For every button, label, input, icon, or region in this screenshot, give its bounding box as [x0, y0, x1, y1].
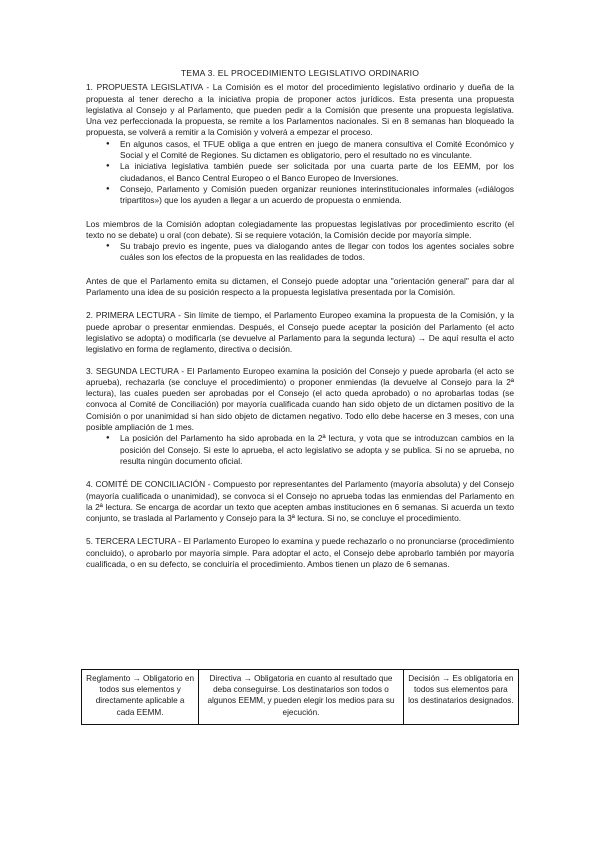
- comision-bullet-list: [86, 241, 514, 264]
- legal-acts-table: [81, 669, 519, 725]
- section-tercera-lectura: 5. TERCERA LECTURA - El Parlamento Europeo lo examina y puede rechazarlo o no pronunciarse (procedimiento concluido), o aprobarlo por mayoría simple. Para adoptar el acto, el Consejo debe aprobarlo también por mayoría cualificada, o en su defecto, se concluiría el procedimiento. Ambos tienen un plazo de 6 semanas.: [86, 536, 514, 569]
- bullet-item: ● La iniciativa legislativa también puede ser solicitada por una cuarta parte de los EEMM, por los ciudadanos, el Banco Central Europeo o el Banco Europeo de Inversiones.: [86, 161, 514, 184]
- section-comite-conciliacion: 4. COMITÉ DE CONCILIACIÓN - Compuesto por representantes del Parlamento (mayoría absoluta) y del Consejo (mayoría cualificada o unanimidad), se convoca si el Consejo no aprueba todas las enmiendas del Parlamento en la 2ª lectura. Se encarga de acordar un texto que acepten ambas instituciones en 6 semanas. Si acuerda un texto conjunto, se traslada al Parlamento y Consejo para la 3ª lectura. Si no, se concluye el procedimiento.: [86, 479, 514, 524]
- section-primera-lectura: 2. PRIMERA LECTURA - Sin límite de tiempo, el Parlamento Europeo examina la propuesta de la Comisión, y la puede aprobar o presentar enmiendas. Después, el Consejo puede aceptar la posición del Parlamento (el acto legislativo se adopta) o modificarla (se devuelve al Parlamento para la segunda lectura) → De aquí resulta el acto legislativo en forma de reglamento, directiva o decisión.: [86, 310, 514, 355]
- paragraph-comision-adopcion: Los miembros de la Comisión adoptan colegiadamente las propuestas legislativas por procedimiento escrito (el texto no se debate) u oral (con debate). Si se requiere votación, la Comisión decide por mayoría simple.: [86, 218, 514, 240]
- table-cell-decision: Decisión → Es obligatoria en todos sus elementos para los destinatarios designados.: [403, 670, 518, 725]
- segunda-lectura-bullet-list: [86, 433, 514, 467]
- paragraph-orientacion-general: Antes de que el Parlamento emita su dictamen, el Consejo puede adoptar una "orientación general" para dar al Parlamento una idea de su posición respecto a la propuesta legislativa presentada por la Comisión.: [86, 275, 514, 298]
- document-title: TEMA 3. EL PROCEDIMIENTO LEGISLATIVO ORDINARIO: [180, 68, 420, 78]
- bullet-item: ● En algunos casos, el TFUE obliga a que entren en juego de manera consultiva el Comité Económico y Social y el Comité de Regiones. Su dictamen es obligatorio, pero el resultado no es vinculante.: [86, 139, 514, 162]
- section-segunda-lectura: 3. SEGUNDA LECTURA - El Parlamento Europeo examina la posición del Consejo y puede aprobarla (el acto se aprueba), rechazarla (se concluye el procedimiento) o proponer enmiendas (la devuelve al Consejo para la 2ª lectura), las cuales pueden ser aprobadas por el Consejo (el acto queda aprobado) o no aprobarlas todas (se convoca al Comité de Conciliación) por mayoría cualificada cuando han sido objeto de un dictamen positivo de la Comisión o por unanimidad si han sido objeto de dictamen negativo. Todo ello debe hacerse en 3 meses, con una posible ampliación de 1 mes.: [86, 365, 514, 433]
- bullet-item: ● Su trabajo previo es ingente, pues va dialogando antes de llegar con todos los agentes sociales sobre cuáles son los efectos de la propuesta en las realidades de todos.: [86, 241, 514, 264]
- propuesta-bullet-list: [86, 139, 514, 207]
- bullet-item: ● La posición del Parlamento ha sido aprobada en la 2ª lectura, y vota que se introduzcan cambios en la posición del Consejo. Si este lo aprueba, el acto legislativo se adopta y se publica. Si no se aprueba, no resulta ningún documento oficial.: [86, 433, 514, 467]
- table-cell-reglamento: Reglamento → Obligatorio en todos sus elementos y directamente aplicable a cada EEMM.: [82, 670, 199, 725]
- table-row: [82, 670, 519, 725]
- table-cell-directiva: Directiva → Obligatoria en cuanto al resultado que deba conseguirse. Los destinatarios son todos o algunos EEMM, y pueden elegir los medios para su ejecución.: [199, 670, 404, 725]
- document-page: [86, 68, 514, 570]
- section-propuesta-legislativa: 1. PROPUESTA LEGISLATIVA - La Comisión es el motor del procedimiento legislativo ordinario y dueña de la propuesta al tener derecho a la iniciativa propia de proponer actos jurídicos. Esta presenta una propuesta legislativa al Consejo y al Parlamento, que pueden pedir a la Comisión que presente una propuesta legislativa. Una vez perfeccionada la propuesta, se remite a los Parlamentos nacionales. Si en 8 semanas han bloqueado la propuesta, se volverá a remitir a la Comisión y volverá a empezar el proceso.: [86, 82, 514, 138]
- bullet-item: ● Consejo, Parlamento y Comisión pueden organizar reuniones interinstitucionales informales («diálogos tripartitos») que los ayuden a llegar a un acuerdo de propuesta o enmienda.: [86, 184, 514, 207]
